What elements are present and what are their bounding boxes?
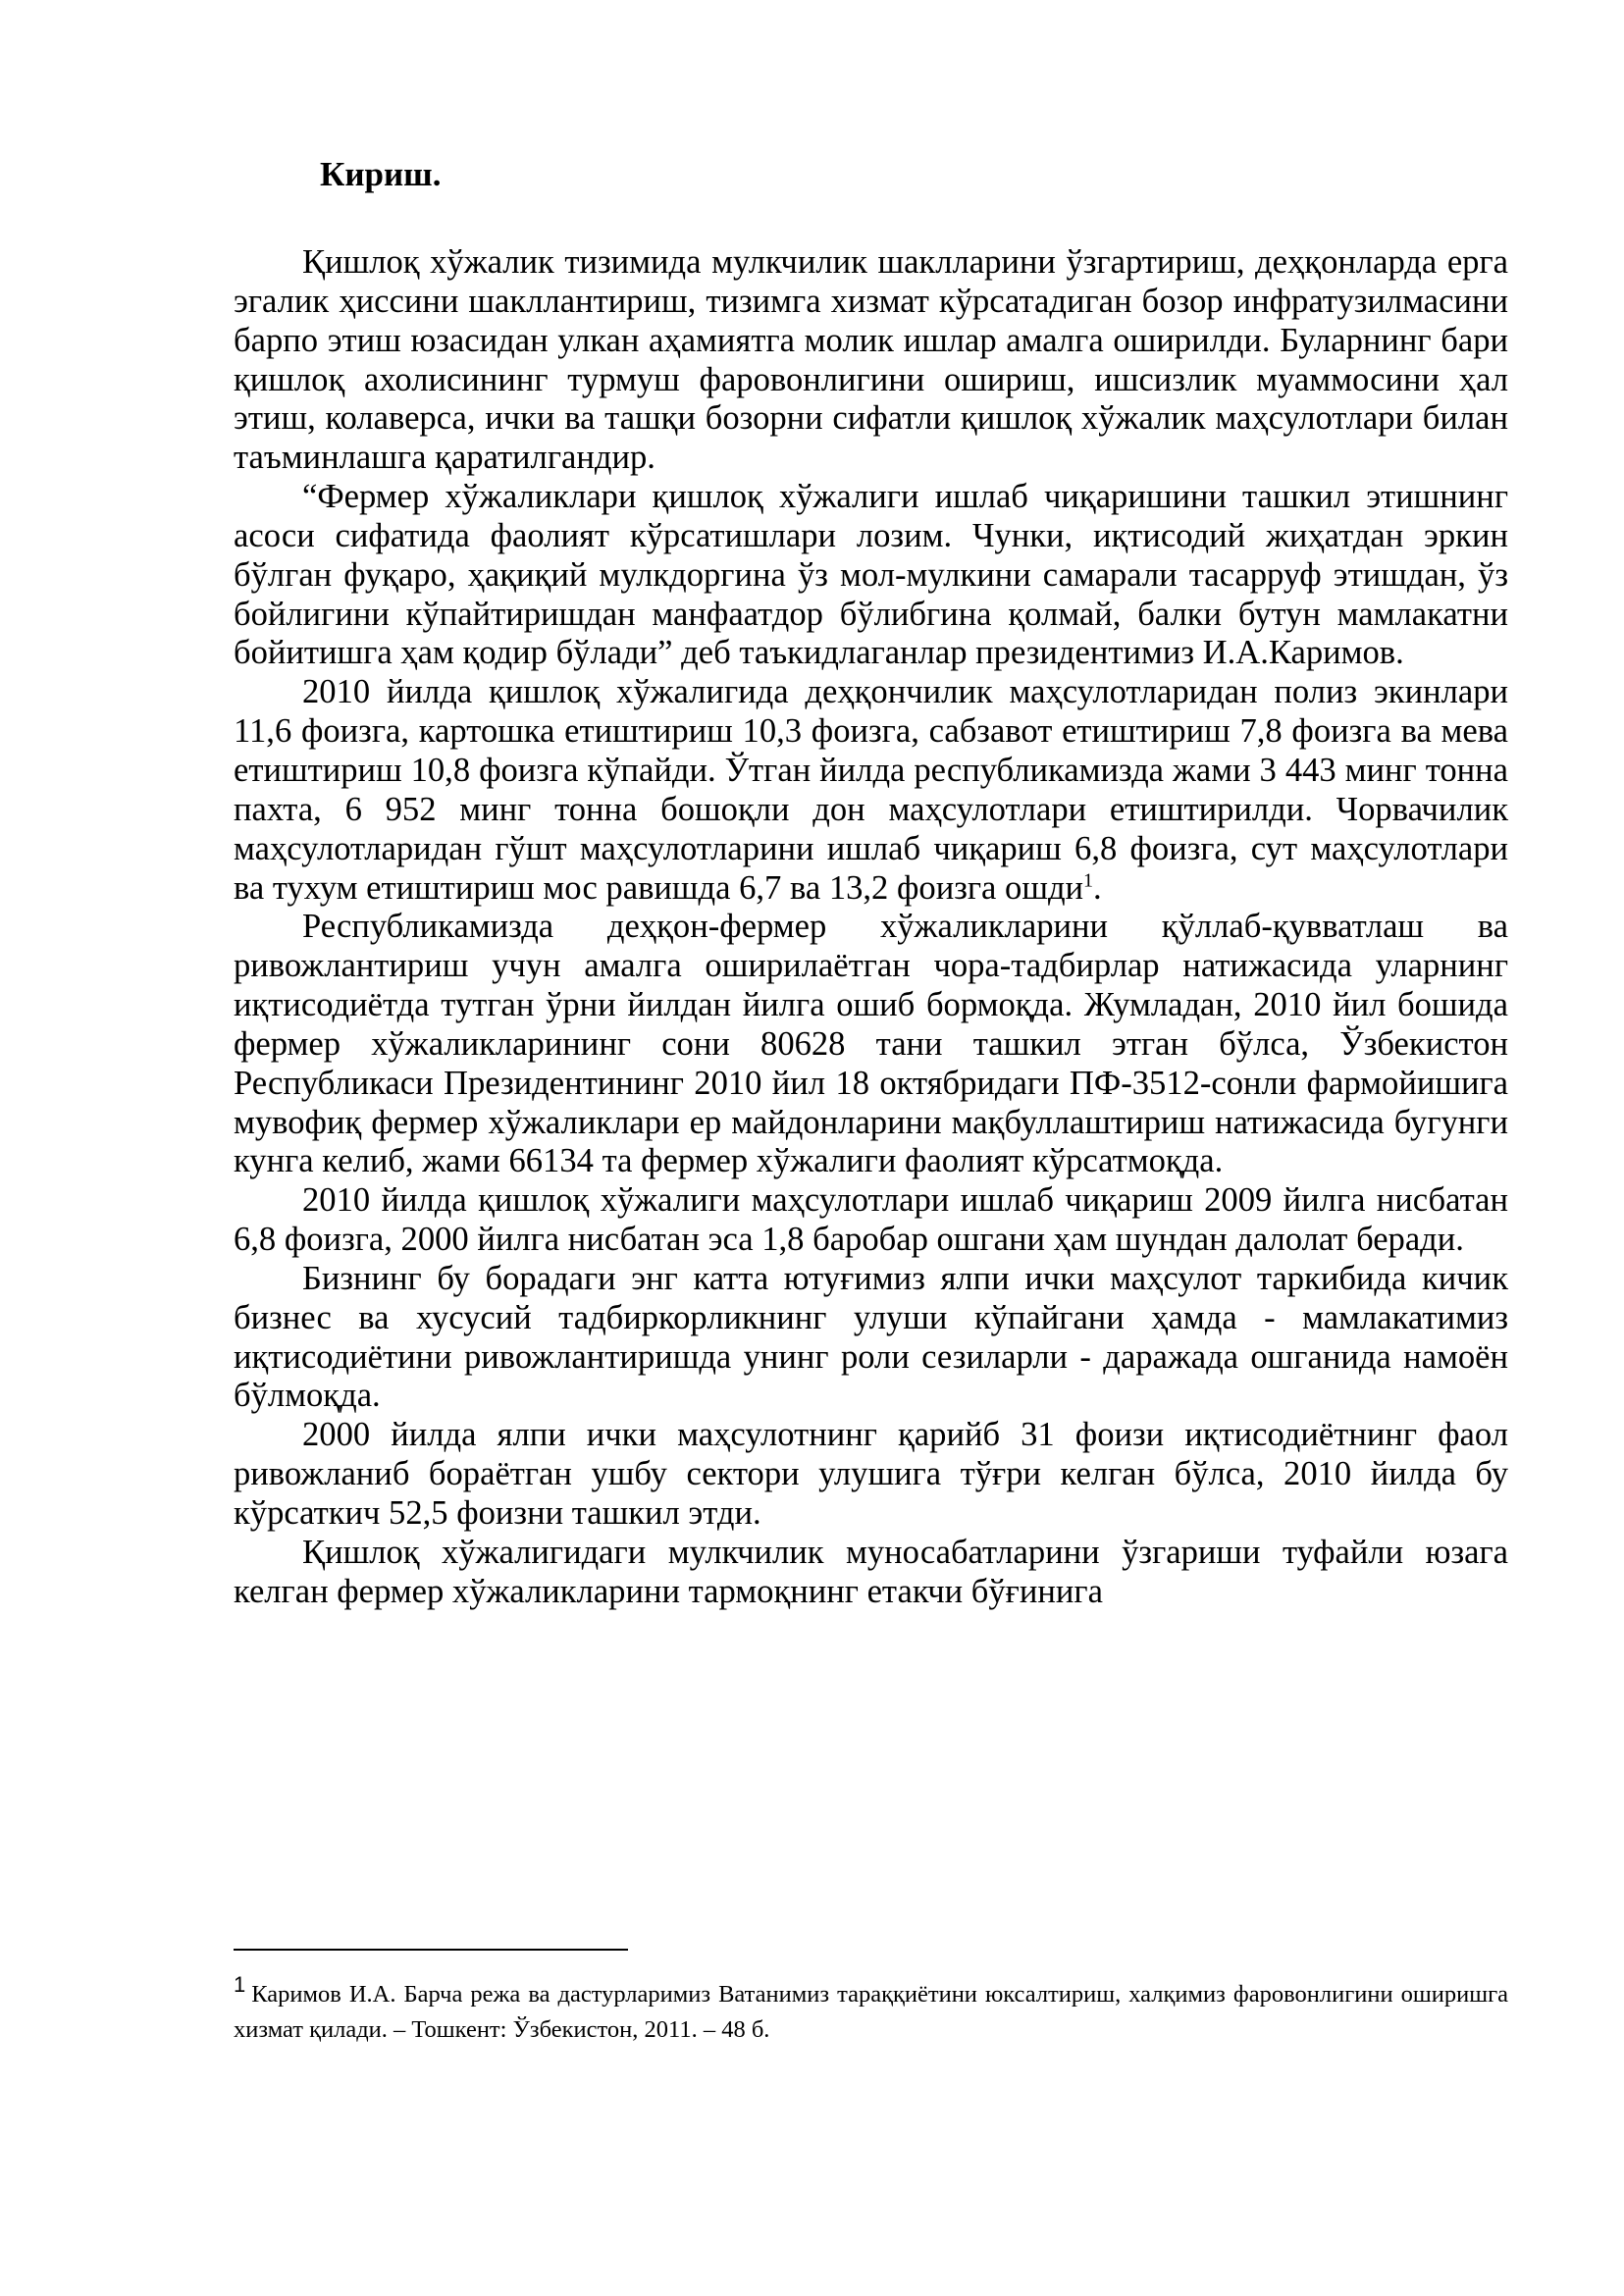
paragraph-2 [234,478,1508,673]
footnote-number: 1 [234,1972,246,1997]
paragraph-3 [234,673,1508,908]
paragraph-8 [234,1534,1508,1612]
paragraph-6 [234,1260,1508,1416]
paragraph-text: Қишлоқ хўжалик тизимида мулкчилик шаклларини ўзгартириш, деҳқонларда ерга эгалик ҳиссини шакллантириш, тизимга хизмат кўрсатадиган бозор инфратузилмасини барпо этиш юзасидан улкан аҳамиятга молик ишлар амалга оширилди. Буларнинг бари қишлоқ ахолисининг турмуш фаровонлигини ошириш, ишсизлик муаммосини ҳал этиш, колаверса, ички ва ташқи бозорни сифатли қишлоқ хўжалик маҳсулотлари билан таъминлашга қаратилгандир. [234,243,1508,477]
paragraph-text: 2010 йилда қишлоқ хўжалиги маҳсулотлари ишлаб чиқариш 2009 йилга нисбатан 6,8 фоизга, 2000 йилга нисбатан эса 1,8 баробар ошгани ҳам шундан далолат беради. [234,1181,1508,1259]
footnote-text: Каримов И.А. Барча режа ва дастурларимиз Ватанимиз тараққиётини юксалтириш, халқимиз фаровонлигини оширишга хизмат қилади. – Тошкент: Ўзбекистон, 2011. – 48 б. [234,1981,1508,2043]
paragraph-4 [234,908,1508,1181]
paragraph-tail: . [1093,868,1102,907]
paragraph-7 [234,1416,1508,1534]
body-text [234,243,1508,1612]
paragraph-text: Республикамизда деҳқон-фермер хўжаликларини қўллаб-қувватлаш ва ривожлантириш учун амалга оширилаётган чора-тадбирлар натижасида уларнинг иқтисодиётда тутган ўрни йилдан йилга ошиб бормоқда. Жумладан, 2010 йил бошида фермер хўжаликларининг сони 80628 тани ташкил этган бўлса, Ўзбекистон Республикаси Президентининг 2010 йил 18 октябридаги ПФ-3512-сонли фармойишига мувофиқ фермер хўжаликлари ер майдонларини мақбуллаштириш натижасида бугунги кунга келиб, жами 66134 та фермер хўжалиги фаолият кўрсатмоқда. [234,908,1508,1180]
footnote [234,1967,1508,2048]
paragraph-text: Бизнинг бу борадаги энг катта ютуғимиз ялпи ички маҳсулот таркибида кичик бизнес ва хусусий тадбиркорликнинг улуши кўпайгани ҳамда - мамлакатимиз иқтисодиётини ривожлантиришда унинг роли сезиларли - даражада ошганида намоён бўлмоқда. [234,1259,1508,1415]
paragraph-text: Қишлоқ хўжалигидаги мулкчилик муносабатларини ўзгариши туфайли юзага келган фермер хўжаликларини тармоқнинг етакчи бўғинига [234,1533,1508,1610]
paragraph-text: 2000 йилда ялпи ички маҳсулотнинг қарийб 31 фоизи иқтисодиётнинг фаол ривожланиб бораётган ушбу сектори улушига тўғри келган бўлса, 2010 йилда бу кўрсаткич 52,5 фоизни ташкил этди. [234,1416,1508,1532]
paragraph-text: 2010 йилда қишлоқ хўжалигида деҳқончилик маҳсулотларидан полиз экинлари 11,6 фоизга, картошка етиштириш 10,3 фоизга, сабзавот етиштириш 7,8 фоизга ва мева етиштириш 10,8 фоизга кўпайди. Ўтган йилда республикамизда жами 3 443 минг тонна пахта, 6 952 минг тонна бошоқли дон маҳсулотлари етиштирилди. Чорвачилик маҳсулотларидан гўшт маҳсулотларини ишлаб чиқариш 6,8 фоизга, сут маҳсулотлари ва тухум етиштириш мос равишда 6,7 ва 13,2 фоизга ошди [234,673,1508,907]
paragraph-5 [234,1181,1508,1260]
paragraph-text: “Фермер хўжаликлари қишлоқ хўжалиги ишлаб чиқаришини ташкил этишнинг асоси сифатида фаолият кўрсатишлари лозим. Чунки, иқтисодий жиҳатдан эркин бўлган фуқаро, ҳақиқий мулкдоргина ўз мол-мулкини самарали тасарруф этишдан, ўз бойлигини кўпайтиришдан манфаатдор бўлибгина қолмай, балки бутун мамлакатни бойитишга ҳам қодир бўлади” деб таъкидлаганлар президентимиз И.А.Каримов. [234,478,1508,672]
footnote-separator [234,1949,628,1951]
page-heading: Кириш. [320,155,442,193]
footnote-reference[interactable]: 1 [1083,868,1094,891]
paragraph-1 [234,243,1508,478]
